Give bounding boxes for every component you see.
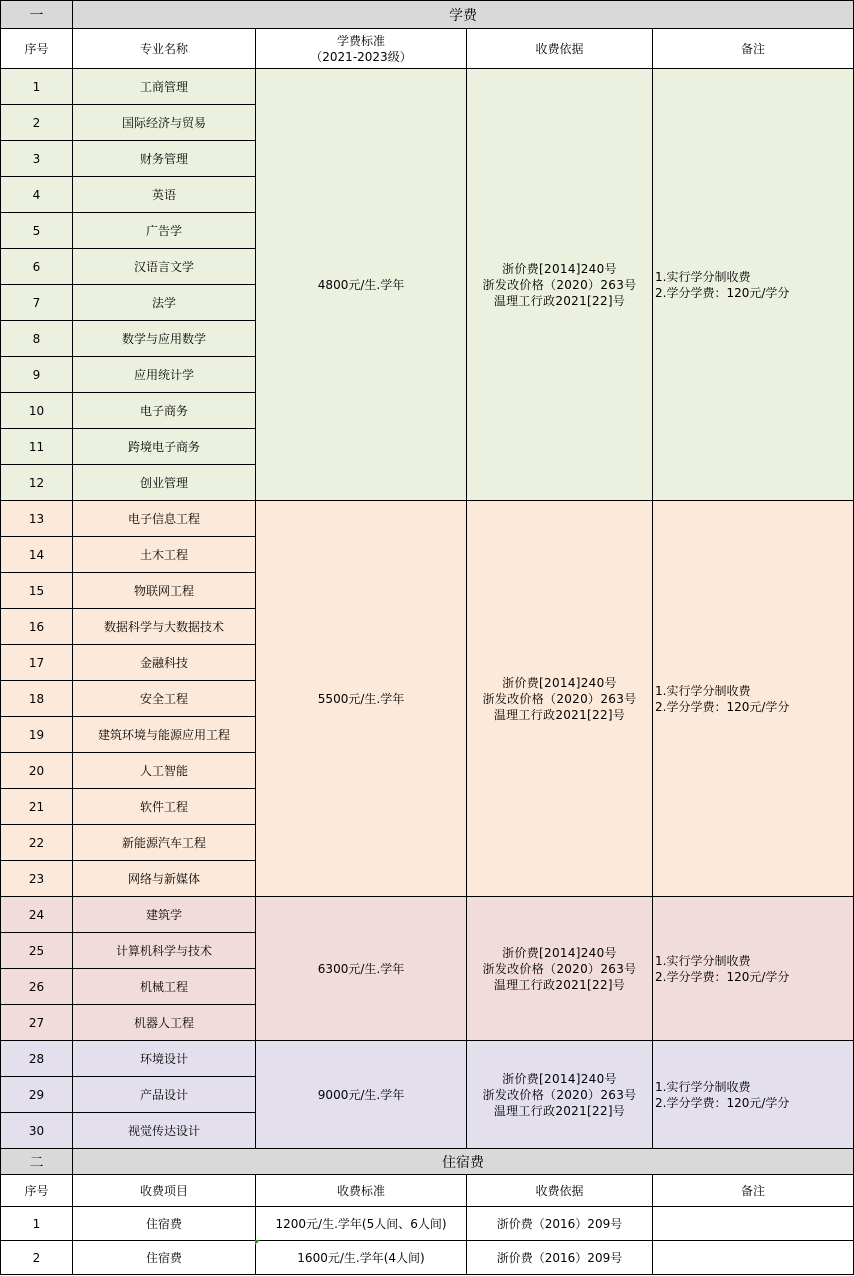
header-standard (256, 29, 467, 69)
major-name: 财务管理 (73, 141, 256, 177)
major-name: 新能源汽车工程 (73, 825, 256, 861)
lodging-header-item: 收费项目 (73, 1175, 256, 1207)
lodging-remark (653, 1241, 854, 1275)
major-name: 产品设计 (73, 1077, 256, 1113)
major-name: 应用统计学 (73, 357, 256, 393)
header-standard-line2: （2021-2023级） (310, 49, 412, 64)
lodging-no: 2 (1, 1241, 73, 1275)
row-no: 10 (1, 393, 73, 429)
section-index: 一 (1, 1, 73, 29)
lodging-item: 住宿费 (73, 1207, 256, 1241)
row-no: 24 (1, 897, 73, 933)
basis-line: 浙发改价格（2020）263号 (482, 691, 637, 706)
major-name: 网络与新媒体 (73, 861, 256, 897)
row-no: 5 (1, 213, 73, 249)
header-no: 序号 (1, 29, 73, 69)
remark-line: 1.实行学分制收费 (655, 683, 751, 698)
lodging-header-no: 序号 (1, 1175, 73, 1207)
fee-basis (467, 1041, 653, 1149)
row-no: 17 (1, 645, 73, 681)
tuition-fee: 5500元/生.学年 (256, 501, 467, 897)
section-index: 二 (1, 1149, 73, 1175)
row-no: 19 (1, 717, 73, 753)
major-name: 人工智能 (73, 753, 256, 789)
row-no: 20 (1, 753, 73, 789)
major-name: 法学 (73, 285, 256, 321)
basis-line: 浙价费[2014]240号 (502, 945, 617, 960)
major-name: 工商管理 (73, 69, 256, 105)
row-no: 25 (1, 933, 73, 969)
section-title: 住宿费 (73, 1149, 854, 1175)
fee-remark (653, 501, 854, 897)
major-name: 土木工程 (73, 537, 256, 573)
lodging-row (1, 1241, 854, 1275)
table-row (1, 897, 854, 933)
tuition-fee: 4800元/生.学年 (256, 69, 467, 501)
lodging-row (1, 1207, 854, 1241)
row-no: 29 (1, 1077, 73, 1113)
major-name: 跨境电子商务 (73, 429, 256, 465)
remark-line: 1.实行学分制收费 (655, 953, 751, 968)
row-no: 16 (1, 609, 73, 645)
table-row (1, 69, 854, 105)
fee-remark (653, 69, 854, 501)
table-row (1, 1041, 854, 1077)
remark-line: 2.学分学费：120元/学分 (655, 699, 790, 714)
basis-line: 浙价费[2014]240号 (502, 1071, 617, 1086)
row-no: 30 (1, 1113, 73, 1149)
tuition-column-headers (1, 29, 854, 69)
lodging-standard: 1200元/生.学年(5人间、6人间) (256, 1207, 467, 1241)
lodging-item: 住宿费 (73, 1241, 256, 1275)
row-no: 13 (1, 501, 73, 537)
major-name: 视觉传达设计 (73, 1113, 256, 1149)
remark-line: 2.学分学费：120元/学分 (655, 969, 790, 984)
major-name: 创业管理 (73, 465, 256, 501)
major-name: 电子商务 (73, 393, 256, 429)
basis-line: 浙发改价格（2020）263号 (482, 961, 637, 976)
remark-line: 1.实行学分制收费 (655, 269, 751, 284)
lodging-no: 1 (1, 1207, 73, 1241)
row-no: 7 (1, 285, 73, 321)
row-no: 4 (1, 177, 73, 213)
fee-basis (467, 501, 653, 897)
row-no: 11 (1, 429, 73, 465)
lodging-remark (653, 1207, 854, 1241)
header-basis: 收费依据 (467, 29, 653, 69)
section-title: 学费 (73, 1, 854, 29)
basis-line: 浙价费[2014]240号 (502, 675, 617, 690)
row-no: 22 (1, 825, 73, 861)
major-name: 电子信息工程 (73, 501, 256, 537)
row-no: 27 (1, 1005, 73, 1041)
remark-line: 2.学分学费：120元/学分 (655, 1095, 790, 1110)
basis-line: 温理工行政2021[22]号 (493, 1103, 626, 1118)
header-standard-line1: 学费标准 (336, 33, 385, 48)
row-no: 9 (1, 357, 73, 393)
major-name: 数据科学与大数据技术 (73, 609, 256, 645)
major-name: 广告学 (73, 213, 256, 249)
major-name: 英语 (73, 177, 256, 213)
remark-line: 2.学分学费：120元/学分 (655, 285, 790, 300)
basis-line: 浙发改价格（2020）263号 (482, 277, 637, 292)
row-no: 6 (1, 249, 73, 285)
major-name: 软件工程 (73, 789, 256, 825)
lodging-basis: 浙价费（2016）209号 (467, 1207, 653, 1241)
section-header-lodging (1, 1149, 854, 1175)
lodging-header-standard: 收费标准 (256, 1175, 467, 1207)
lodging-standard: 1600元/生.学年(4人间) (256, 1241, 467, 1275)
row-no: 18 (1, 681, 73, 717)
row-no: 21 (1, 789, 73, 825)
lodging-column-headers (1, 1175, 854, 1207)
major-name: 机械工程 (73, 969, 256, 1005)
major-name: 汉语言文学 (73, 249, 256, 285)
major-name: 物联网工程 (73, 573, 256, 609)
lodging-basis: 浙价费（2016）209号 (467, 1241, 653, 1275)
row-no: 2 (1, 105, 73, 141)
row-no: 8 (1, 321, 73, 357)
row-no: 3 (1, 141, 73, 177)
basis-line: 温理工行政2021[22]号 (493, 707, 626, 722)
row-no: 14 (1, 537, 73, 573)
major-name: 环境设计 (73, 1041, 256, 1077)
row-no: 26 (1, 969, 73, 1005)
fee-basis (467, 69, 653, 501)
basis-line: 温理工行政2021[22]号 (493, 977, 626, 992)
table-row (1, 501, 854, 537)
major-name: 建筑学 (73, 897, 256, 933)
header-major: 专业名称 (73, 29, 256, 69)
major-name: 金融科技 (73, 645, 256, 681)
basis-line: 温理工行政2021[22]号 (493, 293, 626, 308)
major-name: 国际经济与贸易 (73, 105, 256, 141)
fee-remark (653, 1041, 854, 1149)
major-name: 建筑环境与能源应用工程 (73, 717, 256, 753)
row-no: 12 (1, 465, 73, 501)
major-name: 安全工程 (73, 681, 256, 717)
row-no: 15 (1, 573, 73, 609)
fee-basis (467, 897, 653, 1041)
lodging-header-remark: 备注 (653, 1175, 854, 1207)
row-no: 1 (1, 69, 73, 105)
major-name: 机器人工程 (73, 1005, 256, 1041)
lodging-header-basis: 收费依据 (467, 1175, 653, 1207)
basis-line: 浙发改价格（2020）263号 (482, 1087, 637, 1102)
section-header-tuition (1, 1, 854, 29)
row-no: 28 (1, 1041, 73, 1077)
row-no: 23 (1, 861, 73, 897)
header-remark: 备注 (653, 29, 854, 69)
cell-comment-marker (255, 1240, 260, 1245)
fee-remark (653, 897, 854, 1041)
tuition-fee: 9000元/生.学年 (256, 1041, 467, 1149)
major-name: 计算机科学与技术 (73, 933, 256, 969)
remark-line: 1.实行学分制收费 (655, 1079, 751, 1094)
major-name: 数学与应用数学 (73, 321, 256, 357)
tuition-fee: 6300元/生.学年 (256, 897, 467, 1041)
basis-line: 浙价费[2014]240号 (502, 261, 617, 276)
